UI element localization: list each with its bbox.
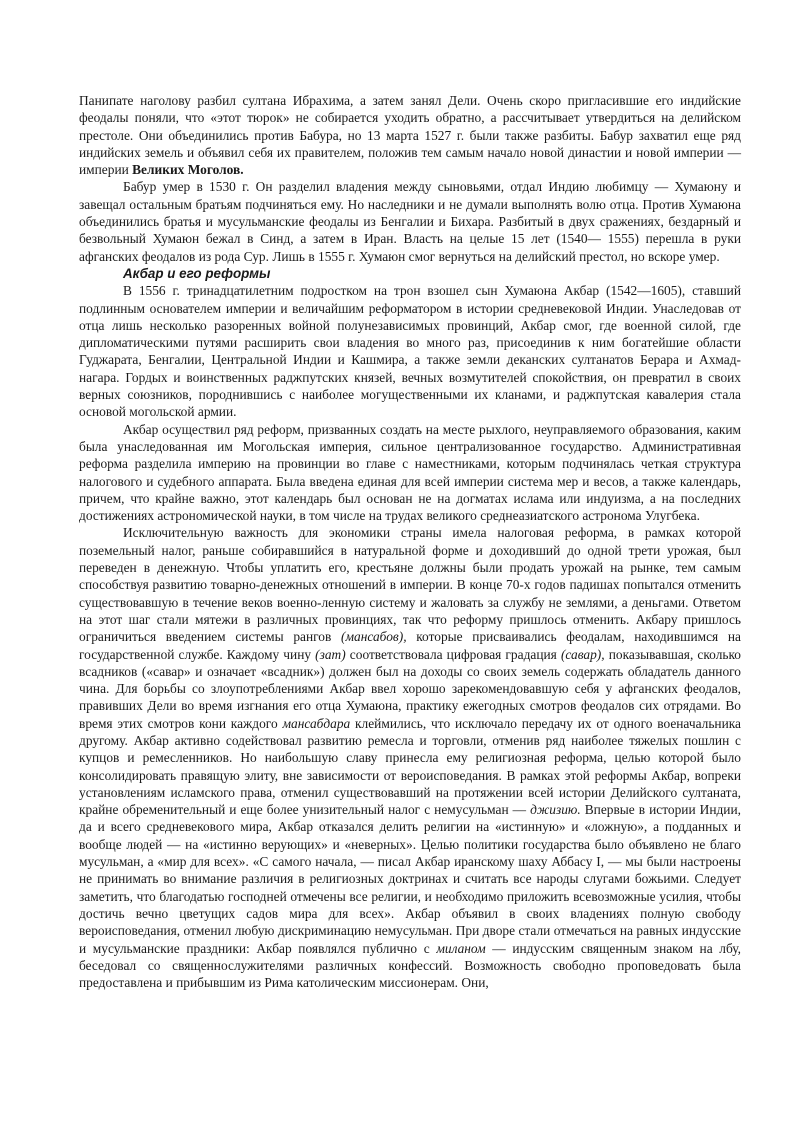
p5-text-d: показывавшая, сколько всадников («савар» и означает «всадник») должен был на доходы со своих земель содержать обладатель данного чина. Для борьбы со злоупотреблениями Акбар ввел хорошо зарекомендовавшую себя у афганских феодалов, правивших Дели во время изгнания его отца Хумаюна, практику ежегодных смотров феодалов сих отрядами. Во время этих смотров кони каждого	[79, 646, 741, 731]
term-jizya: джизию.	[530, 802, 581, 818]
p5-text-b: которые присваивались феодалам, находившимся на государственной службе. Каждому чину	[79, 629, 741, 662]
document-page	[79, 92, 741, 991]
p5-text-c: соответствовала цифровая градация	[345, 646, 561, 662]
section-heading: Акбар и его реформы	[123, 265, 271, 281]
term-mansab: (мансабов),	[341, 629, 407, 645]
p5-text-e: клеймились, что исключало передачу их от одного военачальника другому. Акбар активно содействовал развитию ремесла и торговли, отменив ряд наиболее тяжелых пошлин с купцов и ремесленников. Но наибольшую славу принесла ему религиозная реформа, целью которой было консолидировать правящую элиту, вне зависимости от вероисповедания. В рамках этой реформы Акбар, вопреки установлениям исламского права, отменил существовавший на протяжении всей истории Делийского султаната, крайне обременительный и еще более унизительный налог с немусульман —	[79, 715, 741, 818]
paragraph-1	[79, 92, 741, 178]
paragraph-4: Акбар осуществил ряд реформ, призванных создать на месте рыхлого, неуправляемого образования, каким была унаследованная им Могольская империя, сильное централизованное государство. Административная реформа разделила империю на провинции во главе с наместниками, которым подчинялась четкая структура налогового и судебного аппарата. Была введена единая для всей империи система мер и весов, а также календарь, причем, что крайне важно, этот календарь был основан не на догматах ислама или индуизма, а на последних достижениях астрономической науки, в том числе на трудах великого среднеазиатского астронома Улугбека.	[79, 421, 741, 524]
paragraph-1-text: Панипате наголову разбил султана Ибрахима, а затем занял Дели. Очень скоро пригласившие его индийские феодалы поняли, что «этот тюрок» не собирается уходить обратно, а рассчитывает утвердиться на делийском престоле. Они объединились против Бабура, но 13 марта 1527 г. были также разбиты. Бабур захватил еще ряд индийских земель и объявил себя их правителем, положив тем самым начало новой династии и новой империи — империи	[79, 93, 741, 178]
p5-text-f: Впервые в истории Индии, да и всего средневекового мира, Акбар отказался делить религии на «истинную» и «ложную», а подданных и вообще людей — на «истинно верующих» и «неверных». Целью политики государства было объявлено не благо мусульман, а «мир для всех». «С самого начала, — писал Акбар иранскому шаху Аббасу I, — мы были настроены не принимать во внимание различия в религиозных доктринах и считать все народы слугами божьими. Следует заметить, что благодатью господней отмечены все религии, и необходимо приложить всевозможные усилия, чтобы достичь вечно цветущих садов мира для всех». Акбар объявил в своих владениях полную свободу вероисповедания, отменил любую дискриминацию немусульман. При дворе стали отмечаться на равных индусские и мусульманские праздники: Акбар появлялся публично с	[79, 802, 741, 956]
p5-text-a: Исключительную важность для экономики страны имела налоговая реформа, в рамках которой поземельный налог, раньше собиравшийся в натуральной форме и доходивший до одной трети урожая, был переведен в денежную. Чтобы уплатить его, крестьяне должны были продать урожай на рынке, тем самым способствуя развитию товарно-денежных отношений в империи. В конце 70-х годов падишах попытался отменить существовавшую в течение веков военно-ленную систему и жаловать за службу не землями, а деньгами. Ответом на этот шаг стали мятежи в различных провинциях, так что реформу пришлось отменить. Акбару пришлось ограничиться введением системы рангов	[79, 525, 741, 645]
paragraph-5	[79, 524, 741, 991]
paragraph-2: Бабур умер в 1530 г. Он разделил владения между сыновьями, отдал Индию любимцу — Хумаюну и завещал остальным братьям подчиняться ему. Но наследники и не думали выполнять волю отца. Против Хумаюна объединились братья и мусульманские феодалы из Бенгалии и Бихара. Разбитый в двух сражениях, бездарный и безвольный Хумаюн бежал в Синд, а затем в Иран. Власть на целые 15 лет (1540— 1555) перешла в руки афганских феодалов из рода Сур. Лишь в 1555 г. Хумаюн смог вернуться на делийский престол, но вскоре умер.	[79, 179, 741, 264]
p5-text-g: — индусским священным знаком на лбу, беседовал со священнослужителями различных конфессий. Возможность свободно проповедовать была предоставлена и прибывшим из Рима католическим миссионерам. Они,	[79, 940, 741, 991]
term-mansabdar: мансабдара	[282, 715, 351, 731]
paragraph-3: В 1556 г. тринадцатилетним подростком на трон взошел сын Хумаюна Акбар (1542—1605), ставший подлинным основателем империи и величайшим реформатором в истории средневековой Индии. Унаследовав от отца лишь несколько разоренных войной полунезависимых провинций, Акбар смог, где военной силой, где дипломатическими путями расширить свои владения во много раз, присоединив к ним богатейшие области Гуджарата, Бенгалии, Центральной Индии и Кашмира, а также земли деканских султанатов Берара и Ахмад-нагара. Гордых и воинственных раджпутских князей, вечных возмутителей спокойствия, он превратил в своих верных союзников, породнившись с наиболее могущественными их кланами, и раджпутская кавалерия стала основой могольской армии.	[79, 283, 741, 420]
term-zat: (зат)	[315, 646, 346, 662]
term-milan: миланом	[436, 940, 486, 956]
empire-name-bold: Великих Моголов.	[132, 162, 244, 178]
term-savar: (савар),	[560, 646, 605, 662]
